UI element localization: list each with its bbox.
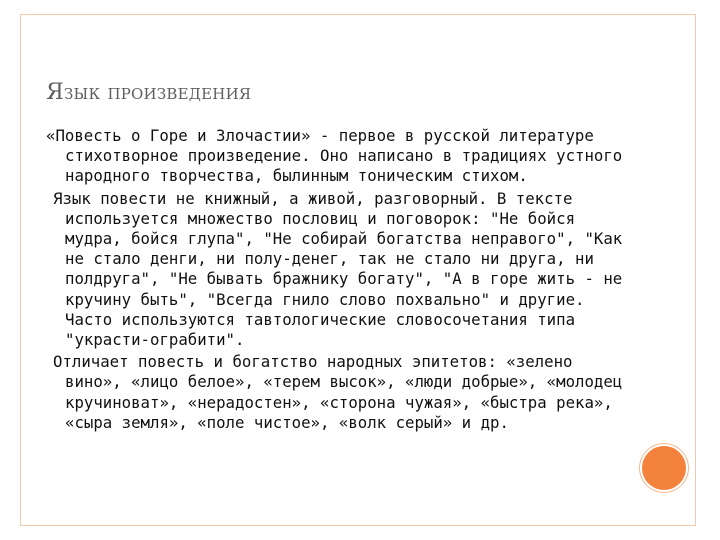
- slide-title: Язык произведения: [46, 80, 252, 105]
- slide-body: [46, 126, 626, 435]
- decorative-orange-circle: [642, 446, 686, 490]
- paragraph-epithets: Отличает повесть и богатство народных эпитетов: «зелено вино», «лицо белое», «терем высок», «люди добрые», «молодец кручиноват», «нерадостен», «сторона чужая», «быстра река», «сыра земля», «поле чистое», «волк серый» и др.: [53, 352, 623, 432]
- paragraph-intro: «Повесть о Горе и Злочастии» - первое в русской литературе стихотворное произведение. Оно написано в традициях устного народного творчества, былинным тоническим стихом.: [46, 126, 623, 186]
- paragraph-language: Язык повести не книжный, а живой, разговорный. В тексте используется множество пословиц и поговорок: "Не бойся мудра, бойся глупа", "Не собирай богатства неправого", "Как не стало денги, ни полу-денег, так не стало ни друга, ни полдруга", "Не бывать бражнику богату", "А в горе жить - не кручину быть", "Всегда гнило слово похвально" и другие. Часто используются тавтологические словосочетания типа "украсти-ограбити".: [53, 188, 623, 350]
